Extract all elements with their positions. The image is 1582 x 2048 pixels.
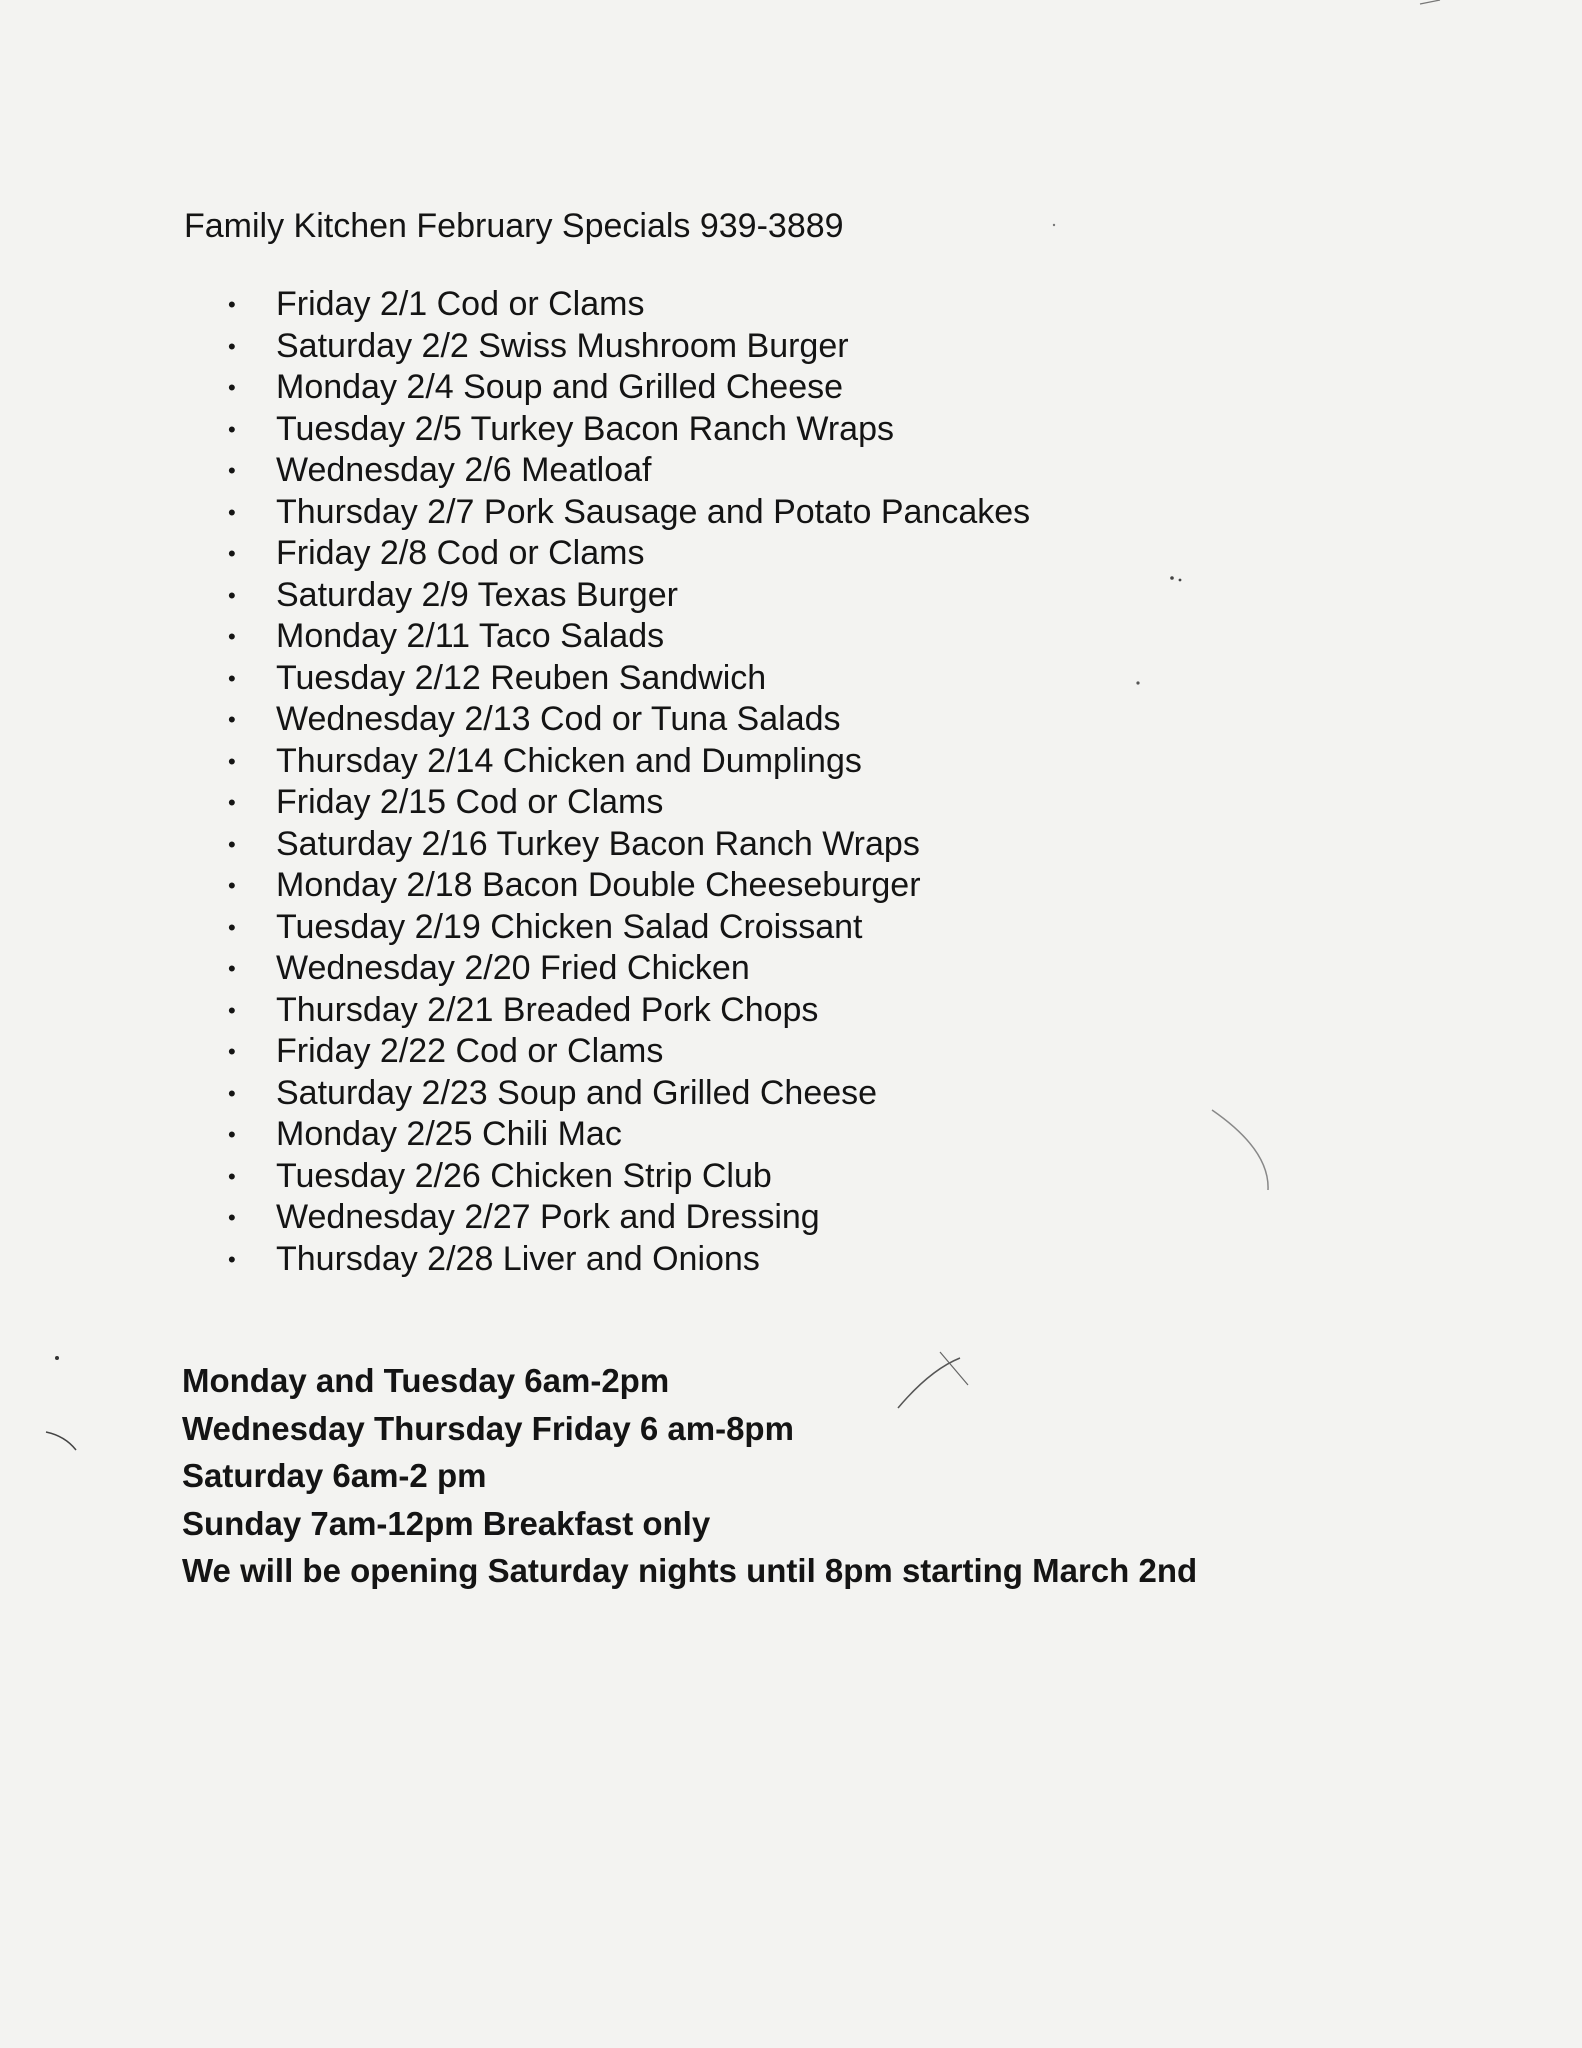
speck <box>1170 576 1174 580</box>
bullet-icon: • <box>228 748 236 774</box>
speck <box>1136 681 1139 684</box>
special-text: Thursday 2/21 Breaded Pork Chops <box>276 990 819 1029</box>
speck <box>1179 579 1182 582</box>
special-text: Saturday 2/9 Texas Burger <box>276 575 678 614</box>
bullet-icon: • <box>228 914 236 940</box>
special-text: Monday 2/4 Soup and Grilled Cheese <box>276 368 844 406</box>
special-text: Tuesday 2/5 Turkey Bacon Ranch Wraps <box>276 409 894 448</box>
bullet-icon: • <box>228 790 236 815</box>
special-text: Tuesday 2/12 Reuben Sandwich <box>276 658 767 697</box>
special-text: Saturday 2/16 Turkey Bacon Ranch Wraps <box>276 824 920 863</box>
page-title: Family Kitchen February Specials 939-3889 <box>184 207 844 245</box>
bullet-icon: • <box>228 1246 236 1272</box>
special-text: Monday 2/11 Taco Salads <box>276 617 665 655</box>
hours-list <box>182 1357 1197 1595</box>
special-text: Wednesday 2/20 Fried Chicken <box>276 949 750 987</box>
bullet-icon: • <box>228 624 236 649</box>
hours-line: Sunday 7am-12pm Breakfast only <box>182 1504 711 1542</box>
stray-line-mark <box>1420 0 1440 4</box>
hours-line: Wednesday Thursday Friday 6 am-8pm <box>182 1409 794 1447</box>
special-text: Wednesday 2/13 Cod or Tuna Salads <box>276 700 841 738</box>
stray-curve-mark <box>1212 1110 1268 1190</box>
special-text: Friday 2/22 Cod or Clams <box>276 1032 664 1070</box>
speck <box>1053 224 1055 226</box>
special-text: Tuesday 2/26 Chicken Strip Club <box>276 1156 772 1195</box>
bullet-icon: • <box>228 541 236 566</box>
special-text: Saturday 2/2 Swiss Mushroom Burger <box>276 326 849 365</box>
hours-line: Saturday 6am-2 pm <box>182 1457 487 1494</box>
bullet-icon: • <box>228 333 236 359</box>
bullet-icon: • <box>228 292 236 317</box>
special-text: Thursday 2/14 Chicken and Dumplings <box>276 741 862 780</box>
bullet-icon: • <box>228 458 236 483</box>
bullet-icon: • <box>228 956 236 981</box>
bullet-icon: • <box>228 1039 236 1064</box>
special-text: Tuesday 2/19 Chicken Salad Croissant <box>276 907 863 946</box>
bullet-icon: • <box>228 707 236 732</box>
bullet-icon: • <box>228 1163 236 1189</box>
special-text: Friday 2/15 Cod or Clams <box>276 783 664 821</box>
special-text: Friday 2/1 Cod or Clams <box>276 285 645 323</box>
special-text: Wednesday 2/6 Meatloaf <box>276 451 652 489</box>
special-text: Saturday 2/23 Soup and Grilled Cheese <box>276 1073 878 1112</box>
stray-line-mark <box>46 1432 76 1450</box>
special-text: Thursday 2/7 Pork Sausage and Potato Pancakes <box>276 492 1031 531</box>
bullet-icon: • <box>228 997 236 1023</box>
bullet-icon: • <box>228 1205 236 1230</box>
special-text: Monday 2/18 Bacon Double Cheeseburger <box>276 866 921 904</box>
bullet-icon: • <box>228 582 236 608</box>
bullet-icon: • <box>228 831 236 857</box>
speck <box>55 1356 59 1360</box>
bullet-icon: • <box>228 1122 236 1147</box>
bullet-icon: • <box>228 665 236 691</box>
bullet-icon: • <box>228 1080 236 1106</box>
bullet-icon: • <box>228 873 236 898</box>
special-text: Thursday 2/28 Liver and Onions <box>276 1239 760 1278</box>
hours-line: We will be opening Saturday nights until 8pm starting March 2nd <box>182 1552 1198 1589</box>
bullet-icon: • <box>228 375 236 400</box>
bullet-icon: • <box>228 416 236 442</box>
bullet-icon: • <box>228 499 236 525</box>
special-text: Monday 2/25 Chili Mac <box>276 1115 622 1153</box>
special-text: Wednesday 2/27 Pork and Dressing <box>276 1198 820 1236</box>
special-text: Friday 2/8 Cod or Clams <box>276 534 645 572</box>
hours-line: Monday and Tuesday 6am-2pm <box>182 1362 670 1399</box>
